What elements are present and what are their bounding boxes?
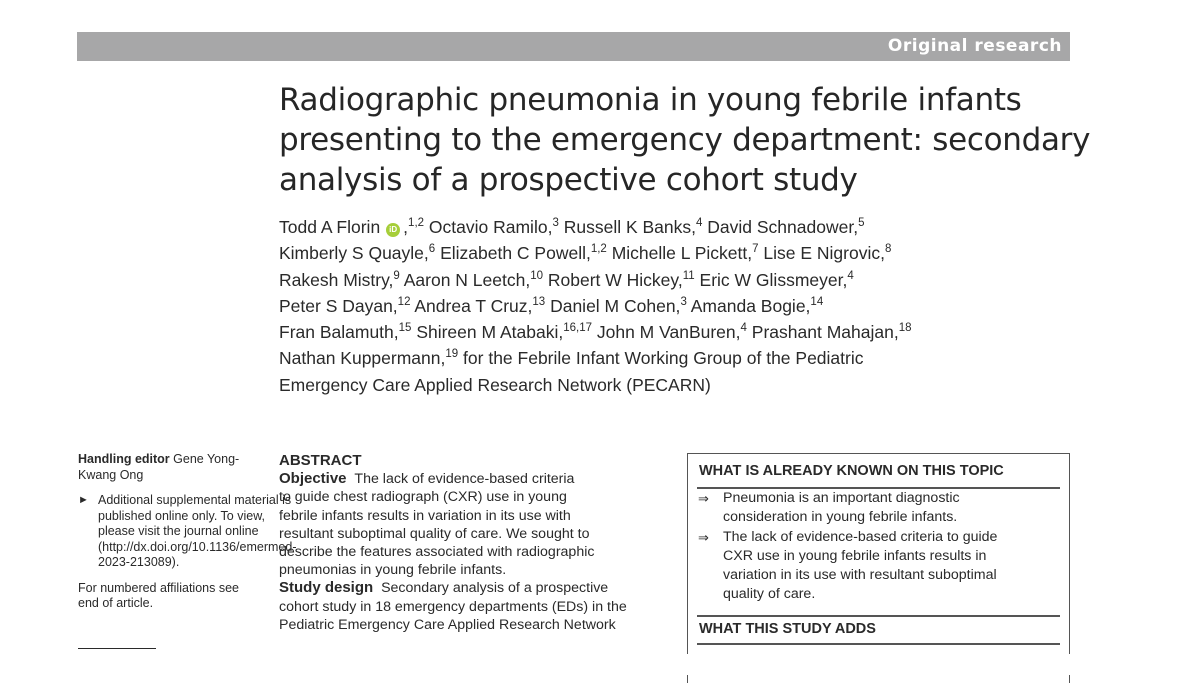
bullet-text: quality of care. xyxy=(723,586,816,602)
author-affiliation: 1,2 xyxy=(408,217,425,229)
study-design-text: Secondary analysis of a prospective xyxy=(381,580,609,597)
author-affiliation: 4 xyxy=(740,322,747,335)
author-line xyxy=(279,240,1059,266)
section-label: Original research xyxy=(887,36,1062,56)
abstract-heading: ABSTRACT xyxy=(279,452,362,469)
author-name[interactable]: Fran Balamuth, xyxy=(279,322,399,343)
abstract-line xyxy=(279,579,659,597)
author-list xyxy=(279,214,1059,398)
author-affiliation: 16,17 xyxy=(563,322,592,335)
supplement-text[interactable]: Additional supplemental material is published online only. To view, please visit the journal online (http://dx.doi.org/10.1136/emermed-2023-213089). xyxy=(98,493,297,569)
author-affiliation: 15 xyxy=(398,322,412,335)
author-group-text: for the Febrile Infant Working Group of the Pediatric xyxy=(463,348,864,369)
author-affiliation: 13 xyxy=(532,295,546,308)
author-name[interactable]: John M VanBuren, xyxy=(596,322,741,343)
author-line xyxy=(279,345,1059,371)
author-affiliation: 14 xyxy=(810,295,824,308)
bullet-text: The lack of evidence-based criteria to guide xyxy=(723,529,998,545)
author-affiliation: 10 xyxy=(530,269,543,282)
author-line xyxy=(279,293,1059,319)
box-divider xyxy=(697,615,1060,617)
known-topic-heading: WHAT IS ALREADY KNOWN ON THIS TOPIC xyxy=(699,463,1004,479)
author-affiliation: 19 xyxy=(445,348,459,361)
title-line: analysis of a prospective cohort study xyxy=(279,162,858,198)
author-affiliation: 11 xyxy=(682,269,695,282)
author-name[interactable]: Shireen M Atabaki, xyxy=(416,322,564,343)
author-affiliation: 1,2 xyxy=(590,243,607,256)
author-name[interactable]: Kimberly S Quayle, xyxy=(279,243,429,264)
objective-text: febrile infants results in variation in its use with xyxy=(279,507,571,524)
author-name[interactable]: Peter S Dayan, xyxy=(279,295,398,316)
handling-editor-label: Handling editor xyxy=(78,452,170,466)
objective-text: The lack of evidence-based criteria xyxy=(354,471,575,488)
author-name[interactable]: Aaron N Leetch, xyxy=(403,269,531,290)
article-sidebar xyxy=(78,452,297,612)
supplement-note xyxy=(78,493,297,571)
abstract-line xyxy=(279,470,659,488)
objective-text: describe the features associated with radiographic xyxy=(279,544,595,561)
author-group-text: Emergency Care Applied Research Network (PECARN) xyxy=(279,374,711,395)
author-affiliation: 9 xyxy=(393,269,400,282)
section-header-bar xyxy=(77,32,1070,61)
bullet-text: variation in its use with resultant suboptimal xyxy=(723,567,997,583)
box-divider xyxy=(697,643,1060,645)
handling-editor xyxy=(78,452,250,483)
author-name[interactable]: Rakesh Mistry, xyxy=(279,269,394,290)
bullet-item xyxy=(698,489,1058,527)
bullet-text: Pneumonia is an important diagnostic xyxy=(723,490,960,506)
objective-label: Objective xyxy=(279,470,347,488)
study-adds-heading: WHAT THIS STUDY ADDS xyxy=(699,621,876,637)
author-affiliation: 12 xyxy=(397,295,411,308)
author-name[interactable]: Amanda Bogie, xyxy=(690,295,811,316)
author-affiliation: 6 xyxy=(428,243,436,256)
page-bottom-edge xyxy=(0,654,1200,675)
bullet-text: CXR use in young febrile infants results in xyxy=(723,548,987,564)
author-name[interactable]: Eric W Glissmeyer, xyxy=(699,269,848,290)
author-name[interactable]: Russell K Banks, xyxy=(563,217,696,237)
arrow-icon: ⇒ xyxy=(698,530,709,545)
author-affiliation: 4 xyxy=(847,269,854,282)
bullet-item xyxy=(698,528,1058,604)
orcid-icon[interactable]: iD xyxy=(386,223,400,237)
author-affiliation: 3 xyxy=(552,217,559,229)
title-line: Radiographic pneumonia in young febrile infants xyxy=(279,82,1022,118)
author-line: Todd A Florin iD ,$^{1,2}$ Octavio Ramilo,$^3$ Russell K Banks,$^4$ David Schnadower,$^5$ xyxy=(279,217,865,237)
abstract xyxy=(279,452,659,634)
objective-text: resultant suboptimal quality of care. We sought to xyxy=(279,525,590,542)
arrow-icon: ► xyxy=(78,494,89,506)
author-name[interactable]: Daniel M Cohen, xyxy=(550,295,681,316)
study-design-text: cohort study in 18 emergency departments (EDs) in the xyxy=(279,598,627,615)
affiliations-note: For numbered affiliations see end of article. xyxy=(78,580,239,610)
author-affiliation: 18 xyxy=(898,322,912,335)
author-affiliation: 4 xyxy=(696,217,703,229)
author-affiliation: 5 xyxy=(858,217,865,229)
title-line: presenting to the emergency department: secondary xyxy=(279,122,1091,158)
author-name[interactable]: Robert W Hickey, xyxy=(547,269,683,290)
article-title xyxy=(279,80,1091,200)
author-affiliation: 3 xyxy=(680,295,687,308)
study-design-label: Study design xyxy=(279,579,374,597)
key-messages-box xyxy=(687,453,1070,683)
author-line xyxy=(279,319,1059,345)
author-name[interactable]: Nathan Kuppermann, xyxy=(279,348,446,369)
author-name[interactable]: Elizabeth C Powell, xyxy=(440,243,591,264)
author-line xyxy=(279,267,1059,293)
author-name[interactable]: David Schnadower, xyxy=(707,217,859,237)
author-affiliation: 7 xyxy=(752,243,759,256)
author-name[interactable]: Andrea T Cruz, xyxy=(414,295,533,316)
objective-text: to guide chest radiograph (CXR) use in young xyxy=(279,489,567,506)
author-name[interactable]: Prashant Mahajan, xyxy=(751,322,899,343)
sidebar-divider xyxy=(78,648,156,649)
author-name[interactable]: Lise E Nigrovic, xyxy=(763,243,885,264)
author-affiliation: 8 xyxy=(884,243,892,256)
study-design-text: Pediatric Emergency Care Applied Research Network xyxy=(279,616,616,633)
handling-editor-name: Gene Yong-Kwang Ong xyxy=(78,452,240,482)
author-name[interactable]: Todd A Florin xyxy=(279,217,381,237)
author-name[interactable]: Michelle L Pickett, xyxy=(611,243,753,264)
author-name[interactable]: Octavio Ramilo, xyxy=(428,217,553,237)
objective-text: pneumonias in young febrile infants. xyxy=(279,562,507,579)
arrow-icon: ⇒ xyxy=(698,491,709,506)
bullet-text: consideration in young febrile infants. xyxy=(723,509,958,525)
